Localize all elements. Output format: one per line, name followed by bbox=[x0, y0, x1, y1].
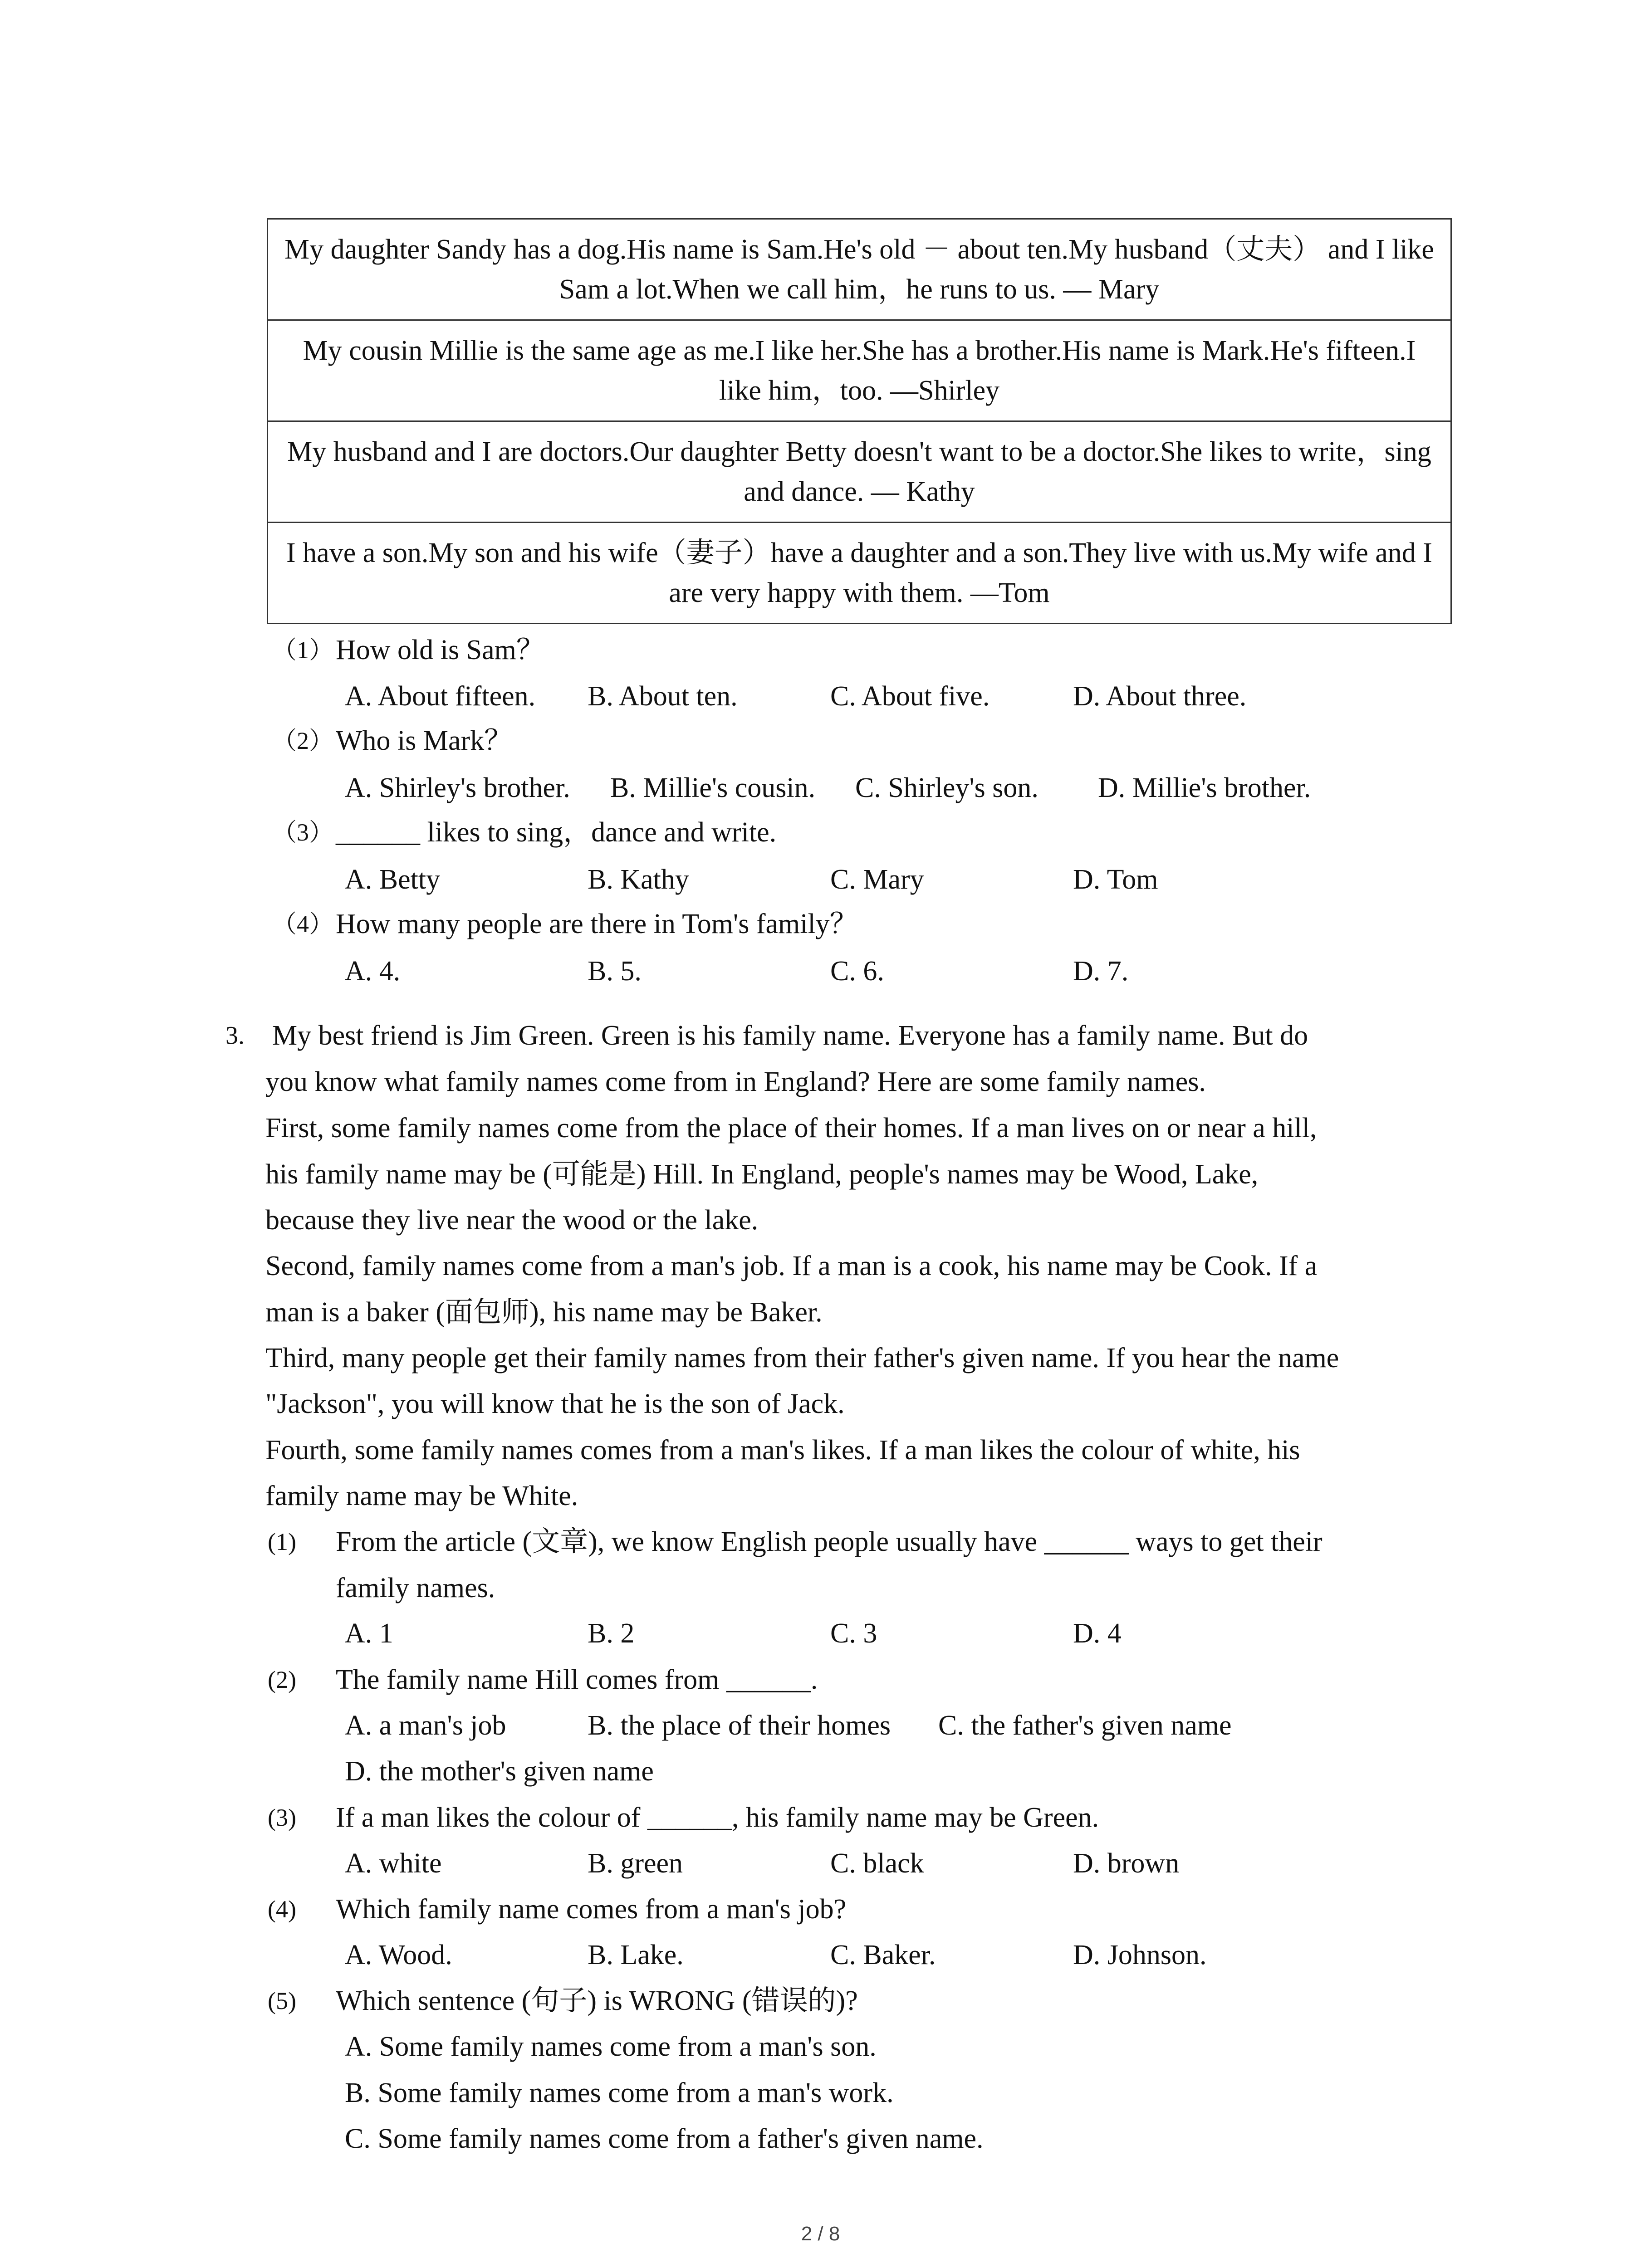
question-text: How old is Sam？ bbox=[336, 635, 544, 665]
option-d: D. brown bbox=[1073, 1848, 1180, 1879]
option-a: A. 4. bbox=[345, 956, 401, 987]
option-d: D. About three. bbox=[1073, 681, 1247, 712]
question-number: (3) bbox=[268, 1804, 296, 1831]
question-text: Who is Mark？ bbox=[336, 725, 513, 756]
question-text: How many people are there in Tom's family？ bbox=[336, 909, 858, 939]
page-number: 2 / 8 bbox=[801, 2223, 840, 2245]
passage-line: his family name may be (可能是) Hill. In England, people's names may be Wood, Lake, bbox=[265, 1159, 1259, 1190]
option-b: B. Millie's cousin. bbox=[610, 772, 816, 803]
passage-line: Second, family names come from a man's job. If a man is a cook, his name may be Cook. If a bbox=[265, 1251, 1318, 1281]
passage-box-shirley: My cousin Millie is the same age as me.I like her.She has a brother.His name is Mark.He's fifteen.I like him，too. —Shirley bbox=[267, 319, 1452, 420]
option-c: C. Baker. bbox=[830, 1940, 936, 1970]
question-number: （3） bbox=[272, 819, 333, 846]
option-c: C. About five. bbox=[830, 681, 990, 712]
option-a: A. 1 bbox=[345, 1618, 393, 1649]
option-d: D. the mother's given name bbox=[345, 1756, 654, 1787]
question-number: (1) bbox=[268, 1528, 296, 1555]
section-number: 3. bbox=[225, 1022, 245, 1050]
option-c: C. the father's given name bbox=[938, 1710, 1232, 1741]
option-a: A. white bbox=[345, 1848, 442, 1879]
passage-box-mary: My daughter Sandy has a dog.His name is Sam.He's old － about ten.My husband（丈夫） and I like Sam a lot.When we call him，he runs to us. — Mary bbox=[267, 218, 1452, 319]
option-b: B. Some family names come from a man's work. bbox=[345, 2077, 894, 2108]
passage-line: Third, many people get their family names from their father's given name. If you hear the name bbox=[265, 1343, 1339, 1374]
option-b: B. About ten. bbox=[588, 681, 738, 712]
option-a: A. About fifteen. bbox=[345, 681, 536, 712]
option-b: B. Kathy bbox=[588, 864, 689, 895]
option-a: A. Some family names come from a man's son. bbox=[345, 2031, 877, 2062]
question-number: (5) bbox=[268, 1987, 296, 2014]
question-number: (2) bbox=[268, 1666, 296, 1693]
option-d: D. 4 bbox=[1073, 1618, 1122, 1649]
question-number: （2） bbox=[272, 727, 333, 754]
option-c: C. Mary bbox=[830, 864, 924, 895]
option-c: C. Shirley's son. bbox=[855, 772, 1038, 803]
option-b: B. Lake. bbox=[588, 1940, 684, 1970]
option-d: D. Millie's brother. bbox=[1098, 772, 1311, 803]
passage-box-tom: I have a son.My son and his wife（妻子）have a daughter and a son.They live with us.My wife and I are very happy with them. —Tom bbox=[267, 522, 1452, 624]
option-c: C. Some family names come from a father's given name. bbox=[345, 2123, 984, 2154]
option-a: A. Shirley's brother. bbox=[345, 772, 570, 803]
question-text-cont: family names. bbox=[336, 1573, 495, 1603]
passage-line: because they live near the wood or the lake. bbox=[265, 1205, 759, 1236]
option-b: B. 5. bbox=[588, 956, 642, 987]
option-a: A. Wood. bbox=[345, 1940, 452, 1970]
question-text: Which sentence (句子) is WRONG (错误的)? bbox=[336, 1985, 858, 2016]
passage-line: family name may be White. bbox=[265, 1481, 578, 1511]
question-number: (4) bbox=[268, 1896, 296, 1923]
passage-line: man is a baker (面包师), his name may be Baker. bbox=[265, 1297, 823, 1328]
passage-line: Fourth, some family names comes from a man's likes. If a man likes the colour of white, his bbox=[265, 1435, 1300, 1466]
option-b: B. 2 bbox=[588, 1618, 635, 1649]
passage-line: First, some family names come from the place of their homes. If a man lives on or near a hill, bbox=[265, 1113, 1317, 1144]
option-a: A. a man's job bbox=[345, 1710, 506, 1741]
passage-line: "Jackson", you will know that he is the son of Jack. bbox=[265, 1388, 845, 1419]
option-d: D. Tom bbox=[1073, 864, 1158, 895]
option-d: D. 7. bbox=[1073, 956, 1129, 987]
passage-boxes bbox=[267, 218, 1452, 624]
question-number: （4） bbox=[272, 910, 333, 938]
option-b: B. the place of their homes bbox=[588, 1710, 891, 1741]
option-c: C. 3 bbox=[830, 1618, 877, 1649]
question-text: If a man likes the colour of ______, his family name may be Green. bbox=[336, 1802, 1099, 1833]
passage-box-kathy: My husband and I are doctors.Our daughter Betty doesn't want to be a doctor.She likes to write，sing and dance. — Kathy bbox=[267, 420, 1452, 522]
option-c: C. black bbox=[830, 1848, 924, 1879]
passage-line: you know what family names come from in England? Here are some family names. bbox=[265, 1066, 1206, 1097]
question-text: ______ likes to sing，dance and write. bbox=[336, 817, 777, 848]
question-text: From the article (文章), we know English people usually have ______ ways to get their bbox=[336, 1526, 1323, 1557]
option-c: C. 6. bbox=[830, 956, 884, 987]
question-text: Which family name comes from a man's job? bbox=[336, 1894, 847, 1925]
option-d: D. Johnson. bbox=[1073, 1940, 1207, 1970]
question-text: The family name Hill comes from ______. bbox=[336, 1664, 818, 1695]
option-b: B. green bbox=[588, 1848, 683, 1879]
passage-line: My best friend is Jim Green. Green is his family name. Everyone has a family name. But do bbox=[272, 1020, 1308, 1051]
question-number: （1） bbox=[272, 636, 333, 664]
option-a: A. Betty bbox=[345, 864, 441, 895]
